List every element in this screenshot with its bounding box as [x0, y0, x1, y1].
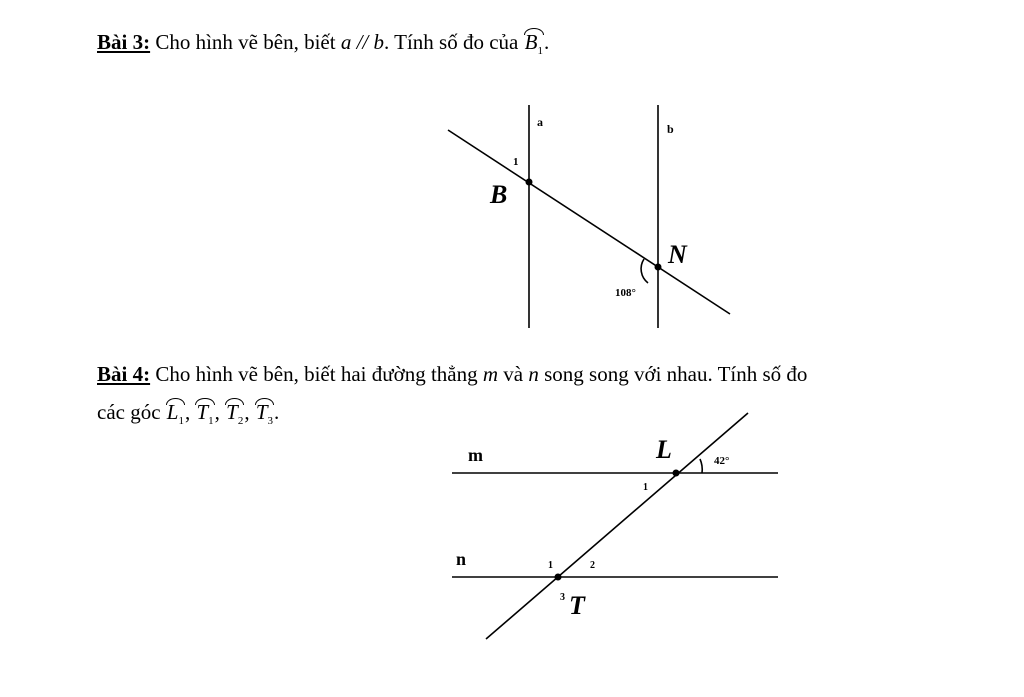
problem-4-text-b: song song với nhau. Tính số đo [544, 362, 808, 386]
angle-t1-mark: 1 [548, 560, 553, 571]
figure-4 [452, 413, 778, 639]
angle-end: . [274, 400, 280, 424]
problem-4-text-a: Cho hình vẽ bên, biết hai đường thẳng [155, 362, 478, 386]
point-b-dot [526, 179, 533, 186]
point-l-dot [673, 470, 680, 477]
angle-t1-symbol: $T_1$ [196, 400, 214, 428]
angle-value-108: 108° [615, 287, 636, 299]
angle-l1-symbol: $L_1$ [166, 400, 184, 428]
line-b-label: b [667, 122, 674, 136]
point-n-dot [655, 264, 662, 271]
problem-4-va: và [503, 362, 524, 386]
angle-t2-mark: 2 [590, 560, 595, 571]
angle-arc-42 [700, 459, 702, 473]
point-t-dot [555, 574, 562, 581]
angle-l1-mark: 1 [643, 482, 648, 493]
line-n-ref: n [528, 362, 539, 386]
angle-separator: , [184, 400, 191, 424]
point-t-label: T [569, 591, 585, 620]
angle-separator: , [244, 400, 250, 424]
figure-3 [448, 105, 730, 328]
line-a-label: a [537, 115, 543, 129]
line-m-ref: m [482, 362, 499, 386]
angle-value-42: 42° [714, 455, 730, 467]
problem-4-label: Bài 4: [97, 362, 151, 386]
point-n-label: N [668, 240, 687, 269]
angle-b1-symbol: $B_1$ [524, 30, 543, 58]
angle-t3-symbol: $T_3$ [255, 400, 274, 428]
point-b-label: B [490, 180, 508, 209]
transversal-bn [448, 130, 730, 314]
angle-t2-symbol: $T_2$ [226, 400, 244, 428]
problem-4-text-c: các góc [97, 400, 161, 424]
problem-3-text: Cho hình vẽ bên, biết [155, 30, 336, 54]
angle-t3-mark: 3 [560, 592, 565, 603]
problem-3-text-2: . Tính số đo của [384, 30, 519, 54]
line-n-label: n [456, 549, 467, 569]
angle-separator: , [214, 400, 220, 424]
transversal-lt [486, 413, 748, 639]
point-l-label: L [656, 435, 672, 464]
line-m-label: m [468, 445, 483, 465]
angle-b1-mark: 1 [513, 156, 519, 168]
parallel-relation: a // b [340, 30, 384, 54]
problem-3-end: . [543, 30, 550, 54]
problem-3-label: Bài 3: [97, 30, 151, 54]
angle-arc-108 [641, 259, 648, 283]
